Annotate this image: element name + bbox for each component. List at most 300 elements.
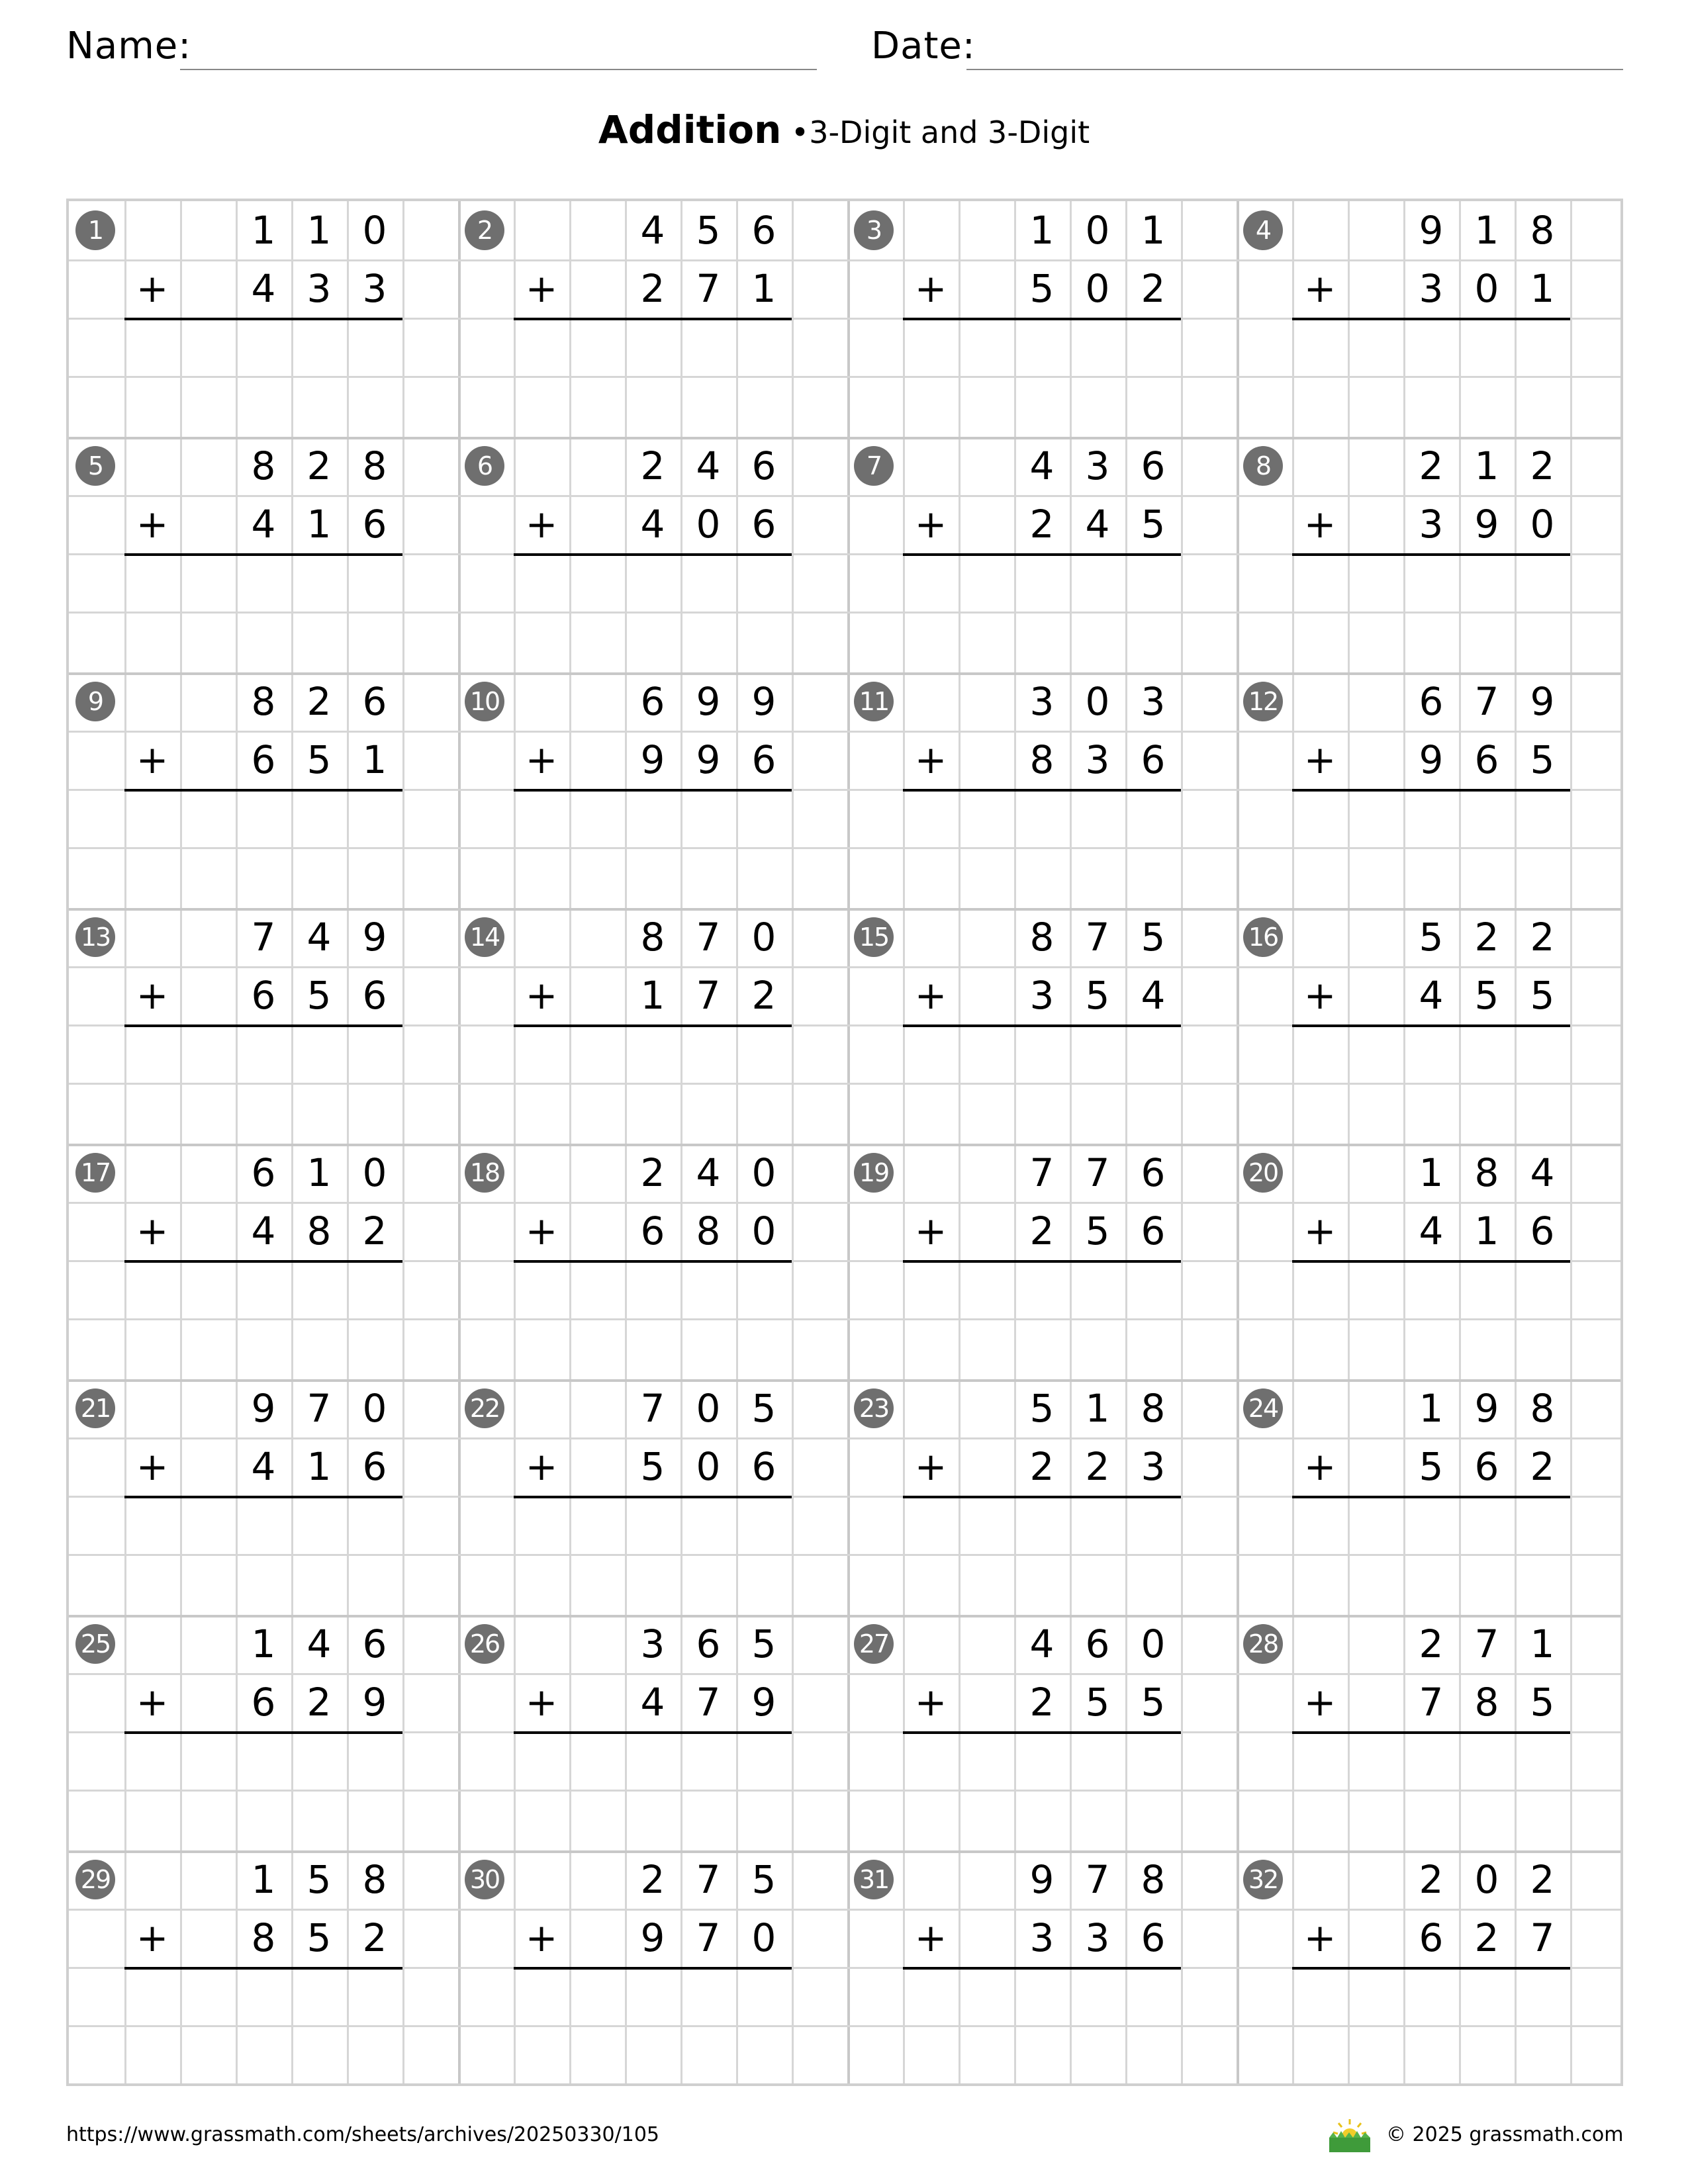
- bottom-digit: 5: [1085, 1208, 1110, 1253]
- problem-number-badge: 22: [465, 1388, 504, 1428]
- problem: [1237, 1144, 1626, 1379]
- answer-area[interactable]: [124, 1498, 402, 1611]
- title-sub: 3-Digit and 3-Digit: [809, 114, 1090, 150]
- bottom-digit: 1: [306, 502, 332, 547]
- bottom-digit: 5: [1029, 266, 1055, 311]
- top-digit: 8: [1141, 1857, 1166, 1902]
- bottom-digit: 6: [251, 737, 276, 782]
- bottom-digit: 4: [640, 502, 665, 547]
- answer-area[interactable]: [514, 320, 792, 433]
- bottom-digit: 9: [696, 737, 721, 782]
- top-digit: 3: [1141, 679, 1166, 724]
- bottom-digit: 8: [1029, 737, 1055, 782]
- worksheet-title: [0, 105, 1688, 158]
- answer-area[interactable]: [514, 1027, 792, 1140]
- plus-sign: +: [525, 266, 558, 311]
- plus-sign: +: [136, 973, 169, 1018]
- bottom-digit: 2: [751, 973, 776, 1018]
- bottom-digit: 1: [362, 737, 387, 782]
- problem: [69, 201, 458, 437]
- bottom-digit: 7: [696, 1915, 721, 1960]
- problem: [69, 1615, 458, 1850]
- bottom-digit: 2: [306, 1680, 332, 1725]
- top-digit: 6: [1141, 1150, 1166, 1195]
- bottom-digit: 4: [1085, 502, 1110, 547]
- top-digit: 1: [1474, 443, 1499, 488]
- top-digit: 4: [696, 1150, 721, 1195]
- top-digit: 4: [640, 208, 665, 253]
- plus-sign: +: [1303, 266, 1336, 311]
- answer-area[interactable]: [1292, 1970, 1570, 2082]
- bottom-digit: 4: [1419, 973, 1444, 1018]
- bottom-digit: 6: [751, 1444, 776, 1489]
- bottom-digit: 4: [1141, 973, 1166, 1018]
- bottom-digit: 5: [1085, 1680, 1110, 1725]
- plus-sign: +: [1303, 1680, 1336, 1725]
- top-digit: 7: [1474, 1621, 1499, 1666]
- answer-area[interactable]: [903, 792, 1181, 904]
- problem: [847, 908, 1237, 1144]
- problem: [69, 437, 458, 672]
- top-digit: 8: [1029, 915, 1055, 960]
- problem: [847, 201, 1237, 437]
- bottom-digit: 2: [362, 1915, 387, 1960]
- problem: [458, 201, 847, 437]
- problem: [847, 1615, 1237, 1850]
- top-digit: 8: [1530, 208, 1555, 253]
- bottom-digit: 6: [1530, 1208, 1555, 1253]
- bottom-digit: 3: [306, 266, 332, 311]
- bottom-digit: 0: [751, 1915, 776, 1960]
- plus-sign: +: [525, 737, 558, 782]
- bottom-digit: 9: [1474, 502, 1499, 547]
- bottom-digit: 6: [1141, 737, 1166, 782]
- grass-sun-logo-icon: [1325, 2116, 1374, 2154]
- top-digit: 1: [1474, 208, 1499, 253]
- problem-number-badge: 23: [854, 1388, 894, 1428]
- top-digit: 7: [696, 915, 721, 960]
- date-label: Date:: [871, 24, 976, 68]
- top-digit: 4: [1029, 443, 1055, 488]
- bottom-digit: 9: [362, 1680, 387, 1725]
- top-digit: 8: [362, 1857, 387, 1902]
- bottom-digit: 6: [751, 502, 776, 547]
- top-digit: 1: [1419, 1150, 1444, 1195]
- problem-number-badge: 2: [465, 210, 504, 250]
- top-digit: 0: [1085, 679, 1110, 724]
- top-digit: 1: [1530, 1621, 1555, 1666]
- top-digit: 7: [696, 1857, 721, 1902]
- top-digit: 3: [640, 1621, 665, 1666]
- plus-sign: +: [1303, 737, 1336, 782]
- problem-number-badge: 16: [1243, 917, 1283, 957]
- bottom-digit: 4: [251, 1444, 276, 1489]
- top-digit: 7: [251, 915, 276, 960]
- problem-number-badge: 25: [75, 1624, 115, 1664]
- top-digit: 6: [751, 208, 776, 253]
- bottom-digit: 5: [1141, 502, 1166, 547]
- plus-sign: +: [136, 502, 169, 547]
- plus-sign: +: [525, 1680, 558, 1725]
- top-digit: 5: [751, 1386, 776, 1431]
- bottom-digit: 1: [1474, 1208, 1499, 1253]
- top-digit: 7: [1029, 1150, 1055, 1195]
- bottom-digit: 4: [1419, 1208, 1444, 1253]
- bottom-digit: 3: [1029, 973, 1055, 1018]
- top-digit: 2: [1474, 915, 1499, 960]
- top-digit: 2: [1419, 1621, 1444, 1666]
- bottom-digit: 0: [751, 1208, 776, 1253]
- bottom-digit: 5: [1530, 973, 1555, 1018]
- top-digit: 9: [1419, 208, 1444, 253]
- top-digit: 9: [696, 679, 721, 724]
- problem-number-badge: 26: [465, 1624, 504, 1664]
- top-digit: 9: [251, 1386, 276, 1431]
- bottom-digit: 1: [640, 973, 665, 1018]
- answer-area[interactable]: [903, 1970, 1181, 2082]
- problem: [458, 672, 847, 908]
- bottom-digit: 6: [1474, 1444, 1499, 1489]
- bottom-digit: 8: [696, 1208, 721, 1253]
- bottom-digit: 8: [1474, 1680, 1499, 1725]
- bottom-digit: 0: [696, 502, 721, 547]
- bottom-digit: 5: [1474, 973, 1499, 1018]
- answer-area[interactable]: [124, 1734, 402, 1846]
- problem-number-badge: 9: [75, 682, 115, 721]
- problem: [69, 1379, 458, 1615]
- bottom-digit: 2: [1029, 1680, 1055, 1725]
- answer-area[interactable]: [903, 1263, 1181, 1375]
- bottom-digit: 2: [1530, 1444, 1555, 1489]
- top-digit: 7: [306, 1386, 332, 1431]
- bottom-digit: 3: [362, 266, 387, 311]
- top-digit: 3: [1085, 443, 1110, 488]
- top-digit: 8: [1141, 1386, 1166, 1431]
- bottom-digit: 7: [696, 266, 721, 311]
- title-bullet: •: [791, 114, 810, 150]
- plus-sign: +: [136, 1444, 169, 1489]
- answer-area[interactable]: [514, 792, 792, 904]
- top-digit: 7: [1085, 915, 1110, 960]
- answer-area[interactable]: [514, 1498, 792, 1611]
- bottom-digit: 8: [251, 1915, 276, 1960]
- answer-area[interactable]: [124, 792, 402, 904]
- plus-sign: +: [914, 1208, 947, 1253]
- problem: [847, 672, 1237, 908]
- top-digit: 4: [1530, 1150, 1555, 1195]
- answer-area[interactable]: [124, 556, 402, 668]
- bottom-digit: 7: [696, 1680, 721, 1725]
- top-digit: 0: [362, 1386, 387, 1431]
- plus-sign: +: [136, 266, 169, 311]
- bottom-digit: 9: [751, 1680, 776, 1725]
- top-digit: 6: [751, 443, 776, 488]
- bottom-digit: 9: [1419, 737, 1444, 782]
- top-digit: 4: [696, 443, 721, 488]
- answer-area[interactable]: [514, 1970, 792, 2082]
- bottom-digit: 2: [1474, 1915, 1499, 1960]
- problem-number-badge: 3: [854, 210, 894, 250]
- top-digit: 8: [1530, 1386, 1555, 1431]
- problem-number-badge: 27: [854, 1624, 894, 1664]
- problem: [458, 1615, 847, 1850]
- bottom-digit: 4: [640, 1680, 665, 1725]
- title-main: Addition: [598, 107, 782, 152]
- plus-sign: +: [136, 1208, 169, 1253]
- top-digit: 9: [1029, 1857, 1055, 1902]
- plus-sign: +: [914, 502, 947, 547]
- top-digit: 4: [306, 1621, 332, 1666]
- plus-sign: +: [1303, 1915, 1336, 1960]
- top-digit: 5: [306, 1857, 332, 1902]
- bottom-digit: 2: [1085, 1444, 1110, 1489]
- top-digit: 8: [640, 915, 665, 960]
- problem: [1237, 908, 1626, 1144]
- top-digit: 0: [1085, 208, 1110, 253]
- bottom-digit: 5: [1419, 1444, 1444, 1489]
- bottom-digit: 8: [306, 1208, 332, 1253]
- problem: [69, 908, 458, 1144]
- top-digit: 2: [306, 679, 332, 724]
- problem-number-badge: 17: [75, 1153, 115, 1193]
- problem: [458, 908, 847, 1144]
- problem-number-badge: 7: [854, 446, 894, 486]
- answer-area[interactable]: [514, 1734, 792, 1846]
- top-digit: 6: [1419, 679, 1444, 724]
- problem-number-badge: 14: [465, 917, 504, 957]
- problem-number-badge: 4: [1243, 210, 1283, 250]
- problem: [458, 1379, 847, 1615]
- problem-number-badge: 20: [1243, 1153, 1283, 1193]
- top-digit: 1: [251, 1621, 276, 1666]
- top-digit: 2: [640, 1150, 665, 1195]
- problem: [69, 1850, 458, 2086]
- bottom-digit: 6: [1474, 737, 1499, 782]
- problem: [69, 672, 458, 908]
- bottom-digit: 6: [751, 737, 776, 782]
- bottom-digit: 5: [640, 1444, 665, 1489]
- top-digit: 0: [1141, 1621, 1166, 1666]
- top-digit: 0: [362, 1150, 387, 1195]
- problem: [69, 1144, 458, 1379]
- bottom-digit: 6: [1141, 1208, 1166, 1253]
- bottom-digit: 9: [640, 737, 665, 782]
- problem-number-badge: 5: [75, 446, 115, 486]
- answer-area[interactable]: [124, 1970, 402, 2082]
- bottom-digit: 6: [251, 1680, 276, 1725]
- top-digit: 0: [1474, 1857, 1499, 1902]
- problem-number-badge: 1: [75, 210, 115, 250]
- top-digit: 0: [751, 1150, 776, 1195]
- problem-number-badge: 30: [465, 1860, 504, 1899]
- answer-area[interactable]: [903, 1027, 1181, 1140]
- problem: [847, 1850, 1237, 2086]
- problem-number-badge: 32: [1243, 1860, 1283, 1899]
- plus-sign: +: [1303, 973, 1336, 1018]
- top-digit: 2: [1419, 443, 1444, 488]
- bottom-digit: 0: [696, 1444, 721, 1489]
- bottom-digit: 6: [362, 502, 387, 547]
- top-digit: 2: [1419, 1857, 1444, 1902]
- bottom-digit: 7: [696, 973, 721, 1018]
- top-digit: 9: [1474, 1386, 1499, 1431]
- footer-url: https://www.grassmath.com/sheets/archives/20250330/105: [66, 2123, 660, 2146]
- bottom-digit: 5: [1141, 1680, 1166, 1725]
- problem: [1237, 1615, 1626, 1850]
- plus-sign: +: [1303, 1208, 1336, 1253]
- answer-area[interactable]: [124, 320, 402, 433]
- bottom-digit: 1: [1530, 266, 1555, 311]
- top-digit: 4: [306, 915, 332, 960]
- answer-area[interactable]: [1292, 1734, 1570, 1846]
- top-digit: 8: [1474, 1150, 1499, 1195]
- answer-area[interactable]: [1292, 556, 1570, 668]
- problem: [847, 1379, 1237, 1615]
- top-digit: 5: [1419, 915, 1444, 960]
- answer-area[interactable]: [903, 1498, 1181, 1611]
- top-digit: 4: [1029, 1621, 1055, 1666]
- top-digit: 1: [251, 208, 276, 253]
- plus-sign: +: [914, 1444, 947, 1489]
- bottom-digit: 4: [251, 266, 276, 311]
- top-digit: 6: [251, 1150, 276, 1195]
- bottom-digit: 7: [1530, 1915, 1555, 1960]
- top-digit: 6: [362, 1621, 387, 1666]
- top-digit: 1: [1085, 1386, 1110, 1431]
- plus-sign: +: [136, 737, 169, 782]
- top-digit: 5: [1141, 915, 1166, 960]
- answer-area[interactable]: [1292, 1263, 1570, 1375]
- answer-area[interactable]: [124, 1027, 402, 1140]
- top-digit: 9: [1530, 679, 1555, 724]
- bottom-digit: 4: [251, 502, 276, 547]
- footer-copyright: © 2025 grassmath.com: [1386, 2123, 1624, 2146]
- bottom-digit: 3: [1419, 502, 1444, 547]
- top-digit: 1: [1419, 1386, 1444, 1431]
- answer-area[interactable]: [903, 556, 1181, 668]
- problem-number-badge: 21: [75, 1388, 115, 1428]
- worksheet-grid: [66, 199, 1623, 2086]
- problem-number-badge: 18: [465, 1153, 504, 1193]
- problem: [458, 1850, 847, 2086]
- answer-area[interactable]: [514, 1263, 792, 1375]
- bottom-digit: 3: [1029, 1915, 1055, 1960]
- top-digit: 2: [640, 1857, 665, 1902]
- bottom-digit: 5: [1530, 737, 1555, 782]
- answer-area[interactable]: [903, 1734, 1181, 1846]
- top-digit: 5: [696, 208, 721, 253]
- bottom-digit: 2: [362, 1208, 387, 1253]
- problem-number-badge: 19: [854, 1153, 894, 1193]
- answer-area[interactable]: [1292, 1027, 1570, 1140]
- problem-number-badge: 31: [854, 1860, 894, 1899]
- bottom-digit: 0: [1085, 266, 1110, 311]
- top-digit: 7: [1085, 1150, 1110, 1195]
- bottom-digit: 6: [1141, 1915, 1166, 1960]
- bottom-digit: 7: [1419, 1680, 1444, 1725]
- answer-area[interactable]: [1292, 792, 1570, 904]
- bottom-digit: 2: [1029, 1208, 1055, 1253]
- top-digit: 6: [362, 679, 387, 724]
- plus-sign: +: [914, 266, 947, 311]
- top-digit: 8: [251, 443, 276, 488]
- top-digit: 3: [1029, 679, 1055, 724]
- top-digit: 8: [251, 679, 276, 724]
- top-digit: 1: [1141, 208, 1166, 253]
- problem-number-badge: 6: [465, 446, 504, 486]
- answer-area[interactable]: [1292, 1498, 1570, 1611]
- answer-area[interactable]: [514, 556, 792, 668]
- top-digit: 6: [696, 1621, 721, 1666]
- bottom-digit: 3: [1085, 737, 1110, 782]
- bottom-digit: 6: [640, 1208, 665, 1253]
- bottom-digit: 0: [1474, 266, 1499, 311]
- top-digit: 8: [362, 443, 387, 488]
- top-digit: 0: [751, 915, 776, 960]
- top-digit: 7: [640, 1386, 665, 1431]
- plus-sign: +: [525, 502, 558, 547]
- plus-sign: +: [914, 973, 947, 1018]
- top-digit: 1: [1029, 208, 1055, 253]
- bottom-digit: 3: [1141, 1444, 1166, 1489]
- bottom-digit: 5: [306, 1915, 332, 1960]
- problem: [847, 437, 1237, 672]
- answer-area[interactable]: [124, 1263, 402, 1375]
- bottom-digit: 5: [1085, 973, 1110, 1018]
- top-digit: 1: [306, 1150, 332, 1195]
- problem-number-badge: 28: [1243, 1624, 1283, 1664]
- plus-sign: +: [525, 1915, 558, 1960]
- problem-number-badge: 12: [1243, 682, 1283, 721]
- top-digit: 7: [1474, 679, 1499, 724]
- top-digit: 2: [1530, 443, 1555, 488]
- top-digit: 6: [1141, 443, 1166, 488]
- plus-sign: +: [914, 1680, 947, 1725]
- problem: [1237, 437, 1626, 672]
- answer-area[interactable]: [1292, 320, 1570, 433]
- bottom-digit: 1: [306, 1444, 332, 1489]
- bottom-digit: 5: [306, 973, 332, 1018]
- top-digit: 0: [362, 208, 387, 253]
- bottom-digit: 2: [1029, 1444, 1055, 1489]
- date-line[interactable]: [966, 69, 1623, 70]
- bottom-digit: 2: [1029, 502, 1055, 547]
- bottom-digit: 4: [251, 1208, 276, 1253]
- plus-sign: +: [1303, 1444, 1336, 1489]
- bottom-digit: 6: [362, 1444, 387, 1489]
- bottom-digit: 2: [640, 266, 665, 311]
- problem: [1237, 201, 1626, 437]
- top-digit: 9: [362, 915, 387, 960]
- problem: [1237, 1379, 1626, 1615]
- problem: [847, 1144, 1237, 1379]
- plus-sign: +: [525, 1208, 558, 1253]
- top-digit: 9: [751, 679, 776, 724]
- bottom-digit: 3: [1419, 266, 1444, 311]
- problem-number-badge: 13: [75, 917, 115, 957]
- problem-number-badge: 15: [854, 917, 894, 957]
- name-line[interactable]: [180, 69, 817, 70]
- name-label: Name:: [66, 24, 192, 68]
- top-digit: 2: [1530, 1857, 1555, 1902]
- plus-sign: +: [525, 1444, 558, 1489]
- answer-area[interactable]: [903, 320, 1181, 433]
- problem-number-badge: 29: [75, 1860, 115, 1899]
- bottom-digit: 6: [251, 973, 276, 1018]
- top-digit: 2: [640, 443, 665, 488]
- bottom-digit: 6: [1419, 1915, 1444, 1960]
- bottom-digit: 3: [1085, 1915, 1110, 1960]
